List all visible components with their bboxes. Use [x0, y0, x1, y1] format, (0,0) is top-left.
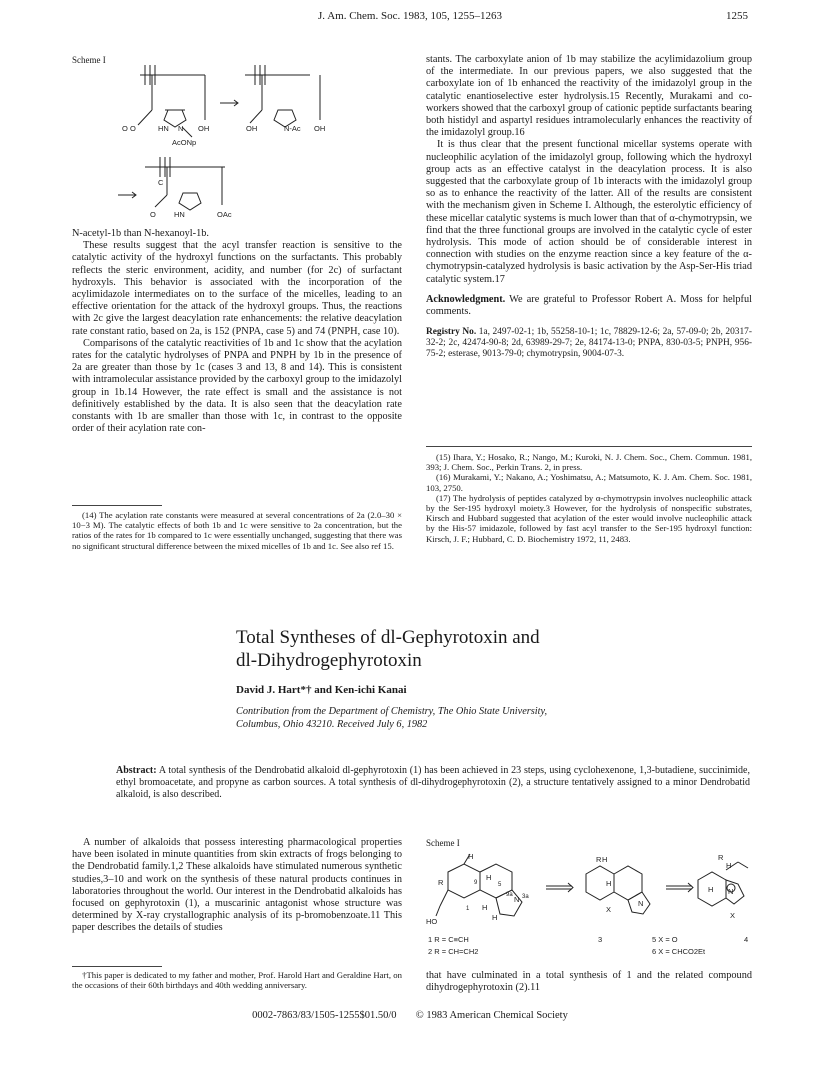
acknowledgment-label: Acknowledgment. — [426, 293, 506, 305]
affiliation-line-1: Contribution from the Department of Chemistry, The Ohio State University, — [236, 706, 548, 717]
page-number: 1255 — [726, 10, 748, 22]
scheme-bottom-label: Scheme I — [426, 838, 460, 848]
atom-r-4: R — [718, 853, 724, 862]
footnote-divider-right — [426, 446, 752, 447]
atom-h-3-mid: H — [606, 879, 612, 888]
title-line-2: dl-Dihydrogephyrotoxin — [236, 650, 422, 671]
frag-ac-onp: AcONp — [172, 138, 197, 147]
atom-ho: HO — [426, 917, 438, 926]
abstract — [116, 765, 750, 801]
affiliation-line-2: Columbus, Ohio 43210. Received July 6, 1982 — [236, 718, 428, 730]
compound-1-label: 1 R = C≡CH — [428, 935, 469, 944]
left-column — [72, 228, 402, 435]
dedication-footnote — [72, 970, 402, 990]
compound-5-label: 5 X = O — [652, 935, 678, 944]
frag-o-minus: O — [130, 124, 136, 133]
footnote-14 — [72, 510, 402, 551]
journal-citation: J. Am. Chem. Soc. 1983, 105, 1255–1263 — [318, 10, 502, 22]
left-paragraph-1: N-acetyl-1b than N-hexanoyl-1b. — [72, 228, 209, 239]
frag-hn: HN — [158, 124, 169, 133]
article-code: 0002-7863/83/1505-1255$01.50/0 — [252, 1010, 397, 1021]
intro-column — [72, 837, 402, 935]
footnote-15: (15) Ihara, Y.; Hosako, R.; Nango, M.; Kuroki, N. J. Chem. Soc., Chem. Commun. 1981, 393; J. Chem. Soc., Perkin Trans. 2, in press. — [426, 452, 752, 473]
compound-4-label: 4 — [744, 935, 749, 944]
atom-h-mid: H — [486, 873, 492, 882]
atom-r: R — [438, 878, 444, 887]
intro-paragraph: A number of alkaloids that possess interesting pharmacological properties have been isolated in minute quantities from skin extracts of frogs belonging to the Dendrobatid family.1,2 These alkaloids have stimulated numerous synthetic studies,3–10 and work on the synthesis of these natural products continues in laboratories throughout the world. Our interest in the Dendrobatid alkaloids has focused on gephyrotoxin (1), a muscarinic antagonist whose structure was determined by X-ray crystallographic analysis of its p-bromobenzoate.11 This paper describes the details of studies — [72, 837, 402, 934]
footnote-16: (16) Murakami, Y.; Nakano, A.; Yoshimatsu, A.; Matsumoto, K. J. Am. Chem. Soc. 1981, 103, 2750. — [426, 472, 752, 493]
abstract-label: Abstract: — [116, 765, 157, 776]
abstract-text: A total synthesis of the Dendrobatid alkaloid dl-gephyrotoxin (1) has been achieved in 23 steps, using cyclohexenone, 1,3-butadiene, succinimide, ethyl bromoacetate, and propyne as carbon sources. A total synthesis of dl-dihydrogephyrotoxin (2), a structure tentatively assigned to a minor Dendrobatid alkaloid, is also described. — [116, 765, 751, 800]
footnote-14-text: (14) The acylation rate constants were measured at several concentrations of 2a (2.0–30 × 10−3 M). The catalytic effects of both 1b and 1c were sensitive to 2a concentration, but the ratios of the rates for 1b compared to 1c were essentially unchanged, suggesting that there was no significant structural difference between the mixed micelles of 1b and 1c. See also ref 15. — [72, 510, 402, 551]
registry-numbers — [426, 327, 752, 360]
authors: David J. Hart*† and Ken-ichi Kanai — [236, 684, 407, 696]
registry-label: Registry No. — [426, 327, 477, 338]
locant-1: 1 — [466, 906, 470, 912]
registry-text: 1a, 2497-02-1; 1b, 55258-10-1; 1c, 78829-12-6; 2a, 57-09-0; 2b, 20317-32-2; 2c, 42474-90-8; 2d, 63989-29-7; 2e, 84174-13-0; PNPA, 830-03-5; PNPH, 956-75-2; esterase, 9013-79-0; chymotrypsin, 9004-07-3. — [426, 327, 752, 360]
frag-oh-acid: OH — [246, 124, 258, 133]
scheme-bottom-diagram — [426, 850, 756, 960]
footnote-divider-intro — [72, 966, 162, 967]
title-line-1: Total Syntheses of dl-Gephyrotoxin and — [236, 627, 540, 648]
footnote-divider-left — [72, 505, 162, 506]
frag-n: N — [178, 124, 184, 133]
left-paragraph-2: These results suggest that the acyl transfer reaction is sensitive to the catalytic activity of the hydroxyl functions on the surfactants. This probably reflects the steric environment, acidity, and number (for 2c) of surfactant hydroxyls. This behavior is associated with the incorporation of the acylimidazole intermediates on to the surface of the micelles, leading to an effective orientation for the attack of the hydroxyl groups. Thus, the reactions with 2c give the largest deacylation rate enhancements: the relative deacylation rate constant ratio, based on 2a, is 152 (PNPA, case 5) and 74 (PNPH, case 10). — [72, 240, 402, 337]
dedication-text: †This paper is dedicated to my father and mother, Prof. Harold Hart and Geraldine Hart, on the occasions of their 60th birthdays and 40th wedding anniversary. — [72, 970, 402, 991]
scheme-top-diagram — [110, 55, 410, 230]
right-bottom-column — [426, 970, 752, 994]
atom-r-3: R — [596, 855, 602, 864]
locant-9a: 9a — [506, 892, 513, 898]
atom-h-4-mid: H — [708, 885, 714, 894]
locant-5: 5 — [498, 882, 502, 888]
compound-3-label: 3 — [598, 935, 603, 944]
acknowledgment-text: We are grateful to Professor Robert A. Moss for helpful comments. — [426, 293, 752, 318]
atom-x-4: X — [730, 911, 736, 920]
footnote-17: (17) The hydrolysis of peptides catalyzed by α-chymotrypsin involves nucleophilic attack by the Ser-195 hydroxyl moiety.3 However, for the hydrolysis of nonspecific substrates, Kirsch and Hubbard suggested that acylation of the ester would involve nucleophilic attack by the His-57 imidazole, followed by fast acyl transfer to the Ser-195 hydroxyl function: Kirsch, J. F.; Hubbard, C. D. Biochemistry 1972, 11, 2483. — [426, 492, 752, 544]
right-footnotes — [426, 452, 752, 544]
atom-h-bottom: H — [492, 913, 498, 922]
right-column — [426, 54, 752, 360]
article-title — [236, 626, 756, 672]
frag-oh-2: OH — [314, 124, 326, 133]
atom-n-3: N — [638, 899, 644, 908]
atom-n-1: N — [514, 895, 520, 904]
locant-3a: 3a — [522, 894, 529, 900]
right-paragraph-2: It is thus clear that the present functional micellar systems operate with nucleophilic acylation of the imidazolyl group, following which the hydroxyl group acts as an effective catalyst in the deacylation process. It is also suggested that the carboxylate group of 1b interacts with the imidazolyl group so as to enhance the reactivity of the latter. All of the results are consistent with the mechanism given in Scheme I. Although, the esterolytic efficiency of these micellar catalytic systems is much lower than that of α-chymotrypsin, we find that the three functional groups are involved in the catalytic cycle of ester hydrolysis. This mode of action should be of considerable interest in connection with studies on the enzyme reaction since a key feature of the α-chymotrypsin-catalyzed hydrolysis is basic activation by the Asp-Ser-His triad catalytic system.17 — [426, 139, 752, 285]
acknowledgment — [426, 294, 752, 318]
atom-h-top: H — [468, 852, 474, 861]
frag-oh: OH — [198, 124, 210, 133]
copyright: © 1983 American Chemical Society — [415, 1010, 568, 1021]
compound-2-label: 2 R = CH=CH2 — [428, 947, 479, 956]
right-bottom-text: that have culminated in a total synthesis of 1 and the related compound dihydrogephyrotoxin (2).11 — [426, 970, 752, 994]
frag-nac: N-Ac — [284, 124, 301, 133]
frag-o: O — [122, 124, 128, 133]
atom-n-plus: N — [728, 887, 734, 896]
atom-h-3: H — [602, 855, 608, 864]
page-footer — [0, 1010, 820, 1021]
atom-h-lower: H — [482, 903, 488, 912]
frag-c: C — [158, 178, 164, 187]
right-paragraph-1: stants. The carboxylate anion of 1b may stabilize the acylimidazolium group of the intermediate. In our previous papers, we also suggested that the carboxylate ion of 1b enhanced the reactivity of the imidazolyl group in the catalytic enantioselective ester hydrolysis.15 Recently, Murakami and co-workers showed that the carboxyl group of cationic peptide surfactants bearing both histidyl and aspartyl residues intramolecularly enhances the reactivity of the imidazolyl group.16 — [426, 54, 752, 139]
frag-o-2: O — [150, 210, 156, 219]
frag-oac: OAc — [217, 210, 232, 219]
left-paragraph-3: Comparisons of the catalytic reactivities of 1b and 1c show that the acylation rates for the catalytic hydrolyses of PNPA and PNPH by 1b in the presence of 2a are greater than those by 1c (cases 3 and 13, 8 and 14). This is consistent with intramolecular assistance provided by the carboxyl group to the imidazolyl group in 1b.14 However, the rate effect is small and the assistance is not definitively established by the data. It is also seen that the deacylation rate constants with 1b are smaller than those with 1c, in contrast to the opposite order of their acylation rate con- — [72, 337, 402, 435]
running-header — [0, 10, 820, 26]
scheme-top-label: Scheme I — [72, 55, 106, 65]
atom-x-3: X — [606, 905, 612, 914]
frag-hn-2: HN — [174, 210, 185, 219]
atom-h-4: H — [726, 861, 732, 870]
affiliation — [236, 706, 756, 731]
locant-9: 9 — [474, 880, 478, 886]
compound-6-label: 6 X = CHCO2Et — [652, 947, 706, 956]
